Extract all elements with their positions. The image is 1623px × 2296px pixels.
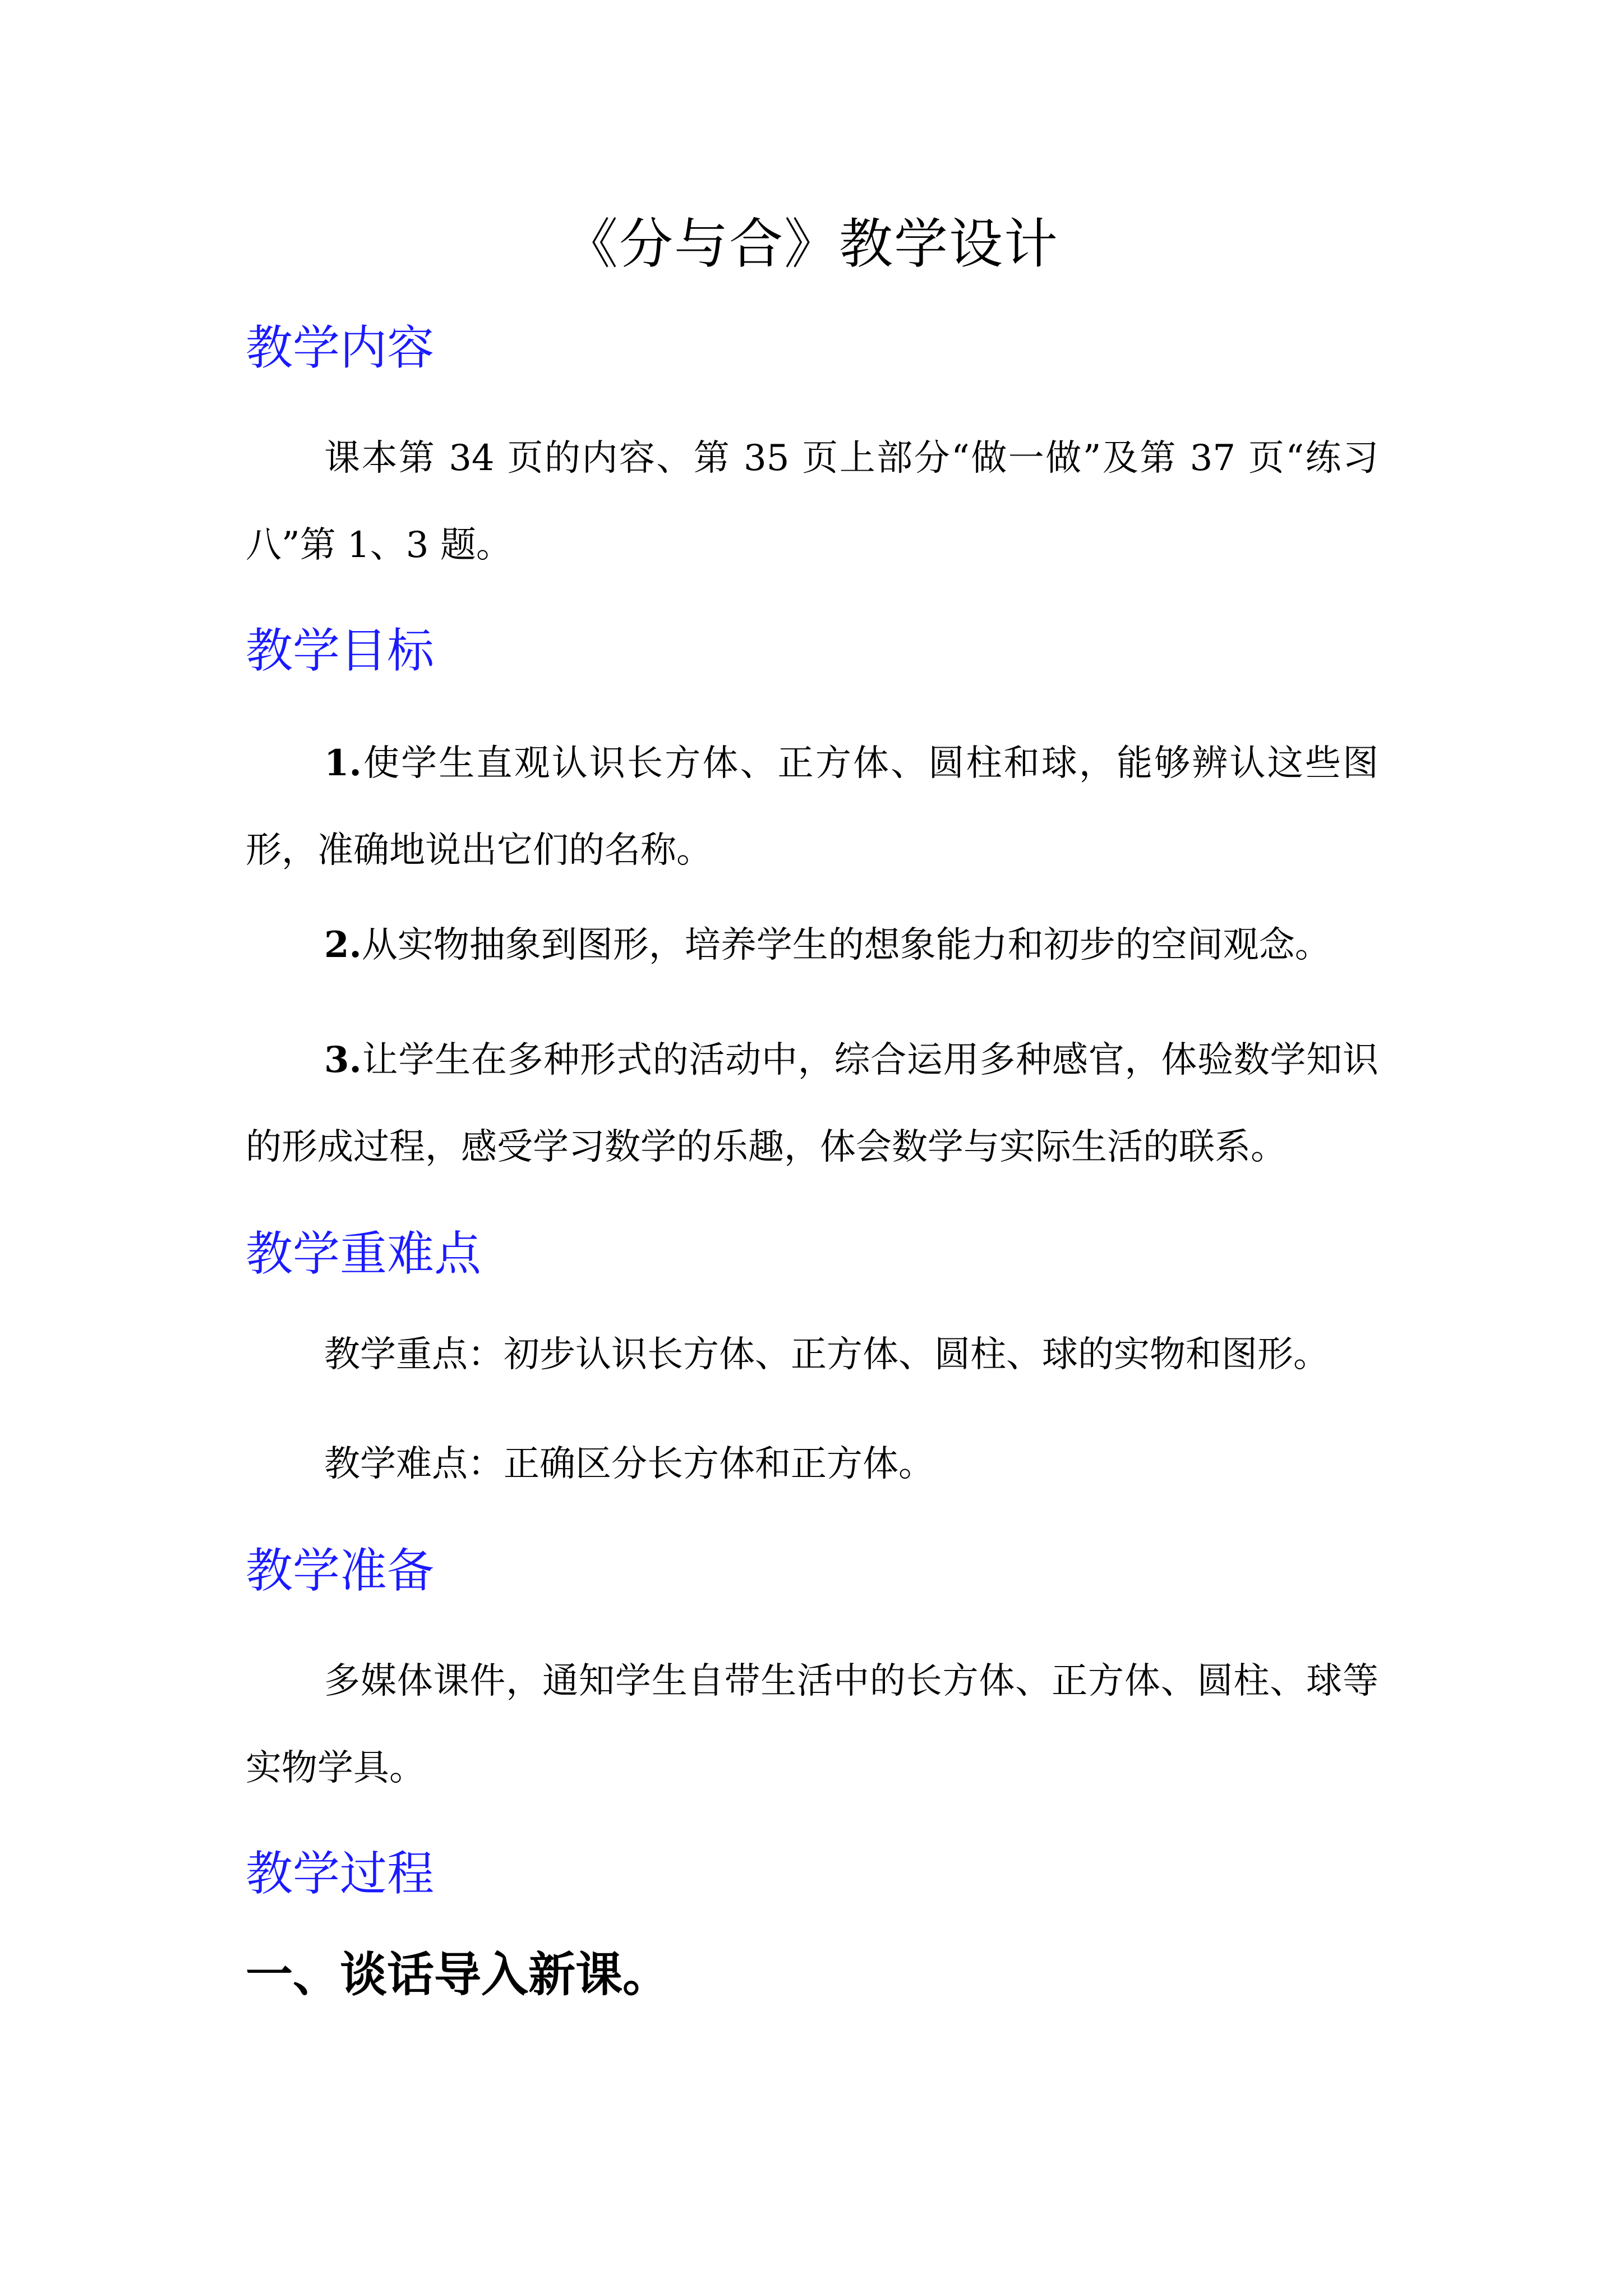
paragraph-teaching-content: 课本第 34 页的内容、第 35 页上部分“做一做”及第 37 页“练习八”第 1、3 题。 xyxy=(246,438,1378,566)
goal-text-2: 从实物抽象到图形，培养学生的想象能力和初步的空间观念。 xyxy=(361,924,1331,966)
goal-number-2: 2. xyxy=(324,924,362,966)
goal-item-1 xyxy=(246,720,1378,894)
goal-item-3 xyxy=(246,1016,1378,1191)
heading-teaching-content: 教学内容 xyxy=(246,320,435,375)
goal-number-1: 1. xyxy=(324,742,362,784)
paragraph-preparation: 多媒体课件，通知学生自带生活中的长方体、正方体、圆柱、球等实物学具。 xyxy=(246,1660,1378,1789)
heading-teaching-process: 教学过程 xyxy=(246,1846,435,1901)
goal-item-2 xyxy=(246,920,1378,970)
document-title: 《分与合》教学设计 xyxy=(564,213,1059,275)
process-step-1: 一、谈话导入新课。 xyxy=(246,1947,670,2002)
heading-key-points: 教学重难点 xyxy=(246,1226,482,1281)
heading-preparation: 教学准备 xyxy=(246,1543,435,1598)
goal-text-1: 使学生直观认识长方体、正方体、圆柱和球，能够辨认这些图形，准确地说出它们的名称。 xyxy=(246,743,1378,871)
goal-number-3: 3. xyxy=(324,1039,362,1081)
paragraph-key-difficulty: 教学难点：正确区分长方体和正方体。 xyxy=(324,1443,934,1485)
goal-text-3: 让学生在多种形式的活动中，综合运用多种感官，体验数学知识的形成过程，感受学习数学的乐趣，体会数学与实际生活的联系。 xyxy=(246,1039,1378,1168)
heading-teaching-goals: 教学目标 xyxy=(246,623,435,678)
paragraph-key-focus: 教学重点：初步认识长方体、正方体、圆柱、球的实物和图形。 xyxy=(324,1334,1329,1375)
